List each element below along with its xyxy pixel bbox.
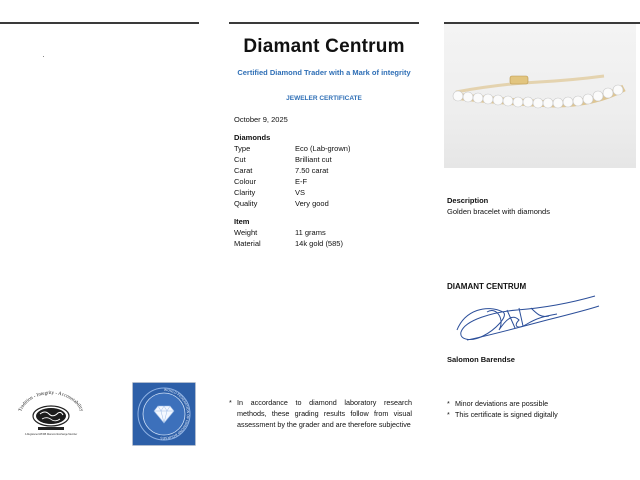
spec-value: E-F	[295, 177, 308, 186]
small-dot	[43, 56, 44, 57]
note-text: Minor deviations are possible	[455, 399, 549, 408]
left-column	[0, 0, 200, 480]
signature-company: DIAMANT CENTRUM	[447, 282, 527, 291]
spec-row-quality	[234, 199, 329, 208]
brand-title: Diamant Centrum	[243, 36, 405, 57]
spec-row-type	[234, 144, 350, 153]
spec-value: VS	[295, 188, 306, 197]
spec-row-clarity	[234, 188, 305, 197]
handwritten-signature	[447, 290, 607, 352]
footnote-text: In accordance to diamond laboratory research methods, these grading results follow from visual assessment by the grader and are therefore subjective	[237, 398, 412, 429]
brand-tagline: Certified Diamond Trader with a Mark of integrity	[237, 68, 411, 77]
description-text: Golden bracelet with diamonds	[447, 207, 550, 216]
note-star: *	[447, 399, 450, 408]
svg-text:Tradition - Integrity - Accoun: Tradition - Integrity - Accountability	[18, 390, 84, 413]
spec-label: Colour	[234, 177, 257, 186]
wfdb-blue-seal	[132, 382, 196, 446]
spec-label: Cut	[234, 155, 246, 164]
diamonds-heading: Diamonds	[234, 133, 271, 142]
spec-row-weight	[234, 228, 326, 237]
spec-value: 11 grams	[295, 228, 326, 237]
description-heading: Description	[447, 196, 489, 205]
spec-label: Material	[234, 239, 261, 248]
spec-row-carat	[234, 166, 328, 175]
svg-text:WORLD FEDERATION OF DIAMOND BO: WORLD FEDERATION OF DIAMOND BOURSES	[160, 387, 190, 441]
grading-footnote	[229, 397, 412, 430]
spec-row-cut	[234, 155, 332, 164]
spec-label: Carat	[234, 166, 253, 175]
spec-row-colour	[234, 177, 307, 186]
note-minor-deviations	[447, 398, 632, 409]
note-signed-digitally	[447, 409, 632, 420]
signer-name: Salomon Barendse	[447, 355, 515, 364]
spec-label: Weight	[234, 228, 258, 237]
spec-value: 14k gold (585)	[295, 239, 343, 248]
svg-text:A Registered WFDB Diamond Exch: A Registered WFDB Diamond Exchange Member	[24, 433, 78, 436]
certificate-date: October 9, 2025	[234, 115, 288, 124]
note-text: This certificate is signed digitally	[455, 410, 558, 419]
note-star: *	[447, 410, 450, 419]
spec-value: Very good	[295, 199, 329, 208]
spec-value: Eco (Lab-grown)	[295, 144, 351, 153]
bracelet-image	[444, 24, 636, 168]
spec-value: Brilliant cut	[295, 155, 332, 164]
spec-row-material	[234, 239, 343, 248]
certificate-heading: JEWELER CERTIFICATE	[286, 95, 362, 102]
certificate-column	[229, 0, 419, 480]
spec-value: 7.50 carat	[295, 166, 329, 175]
bracelet-photo	[444, 24, 636, 168]
item-heading: Item	[234, 217, 250, 226]
product-column	[444, 0, 640, 480]
footnote-star: *	[229, 398, 232, 407]
spec-label: Clarity	[234, 188, 256, 197]
spec-label: Type	[234, 144, 251, 153]
spec-label: Quality	[234, 199, 258, 208]
tradition-integrity-seal	[12, 388, 90, 438]
